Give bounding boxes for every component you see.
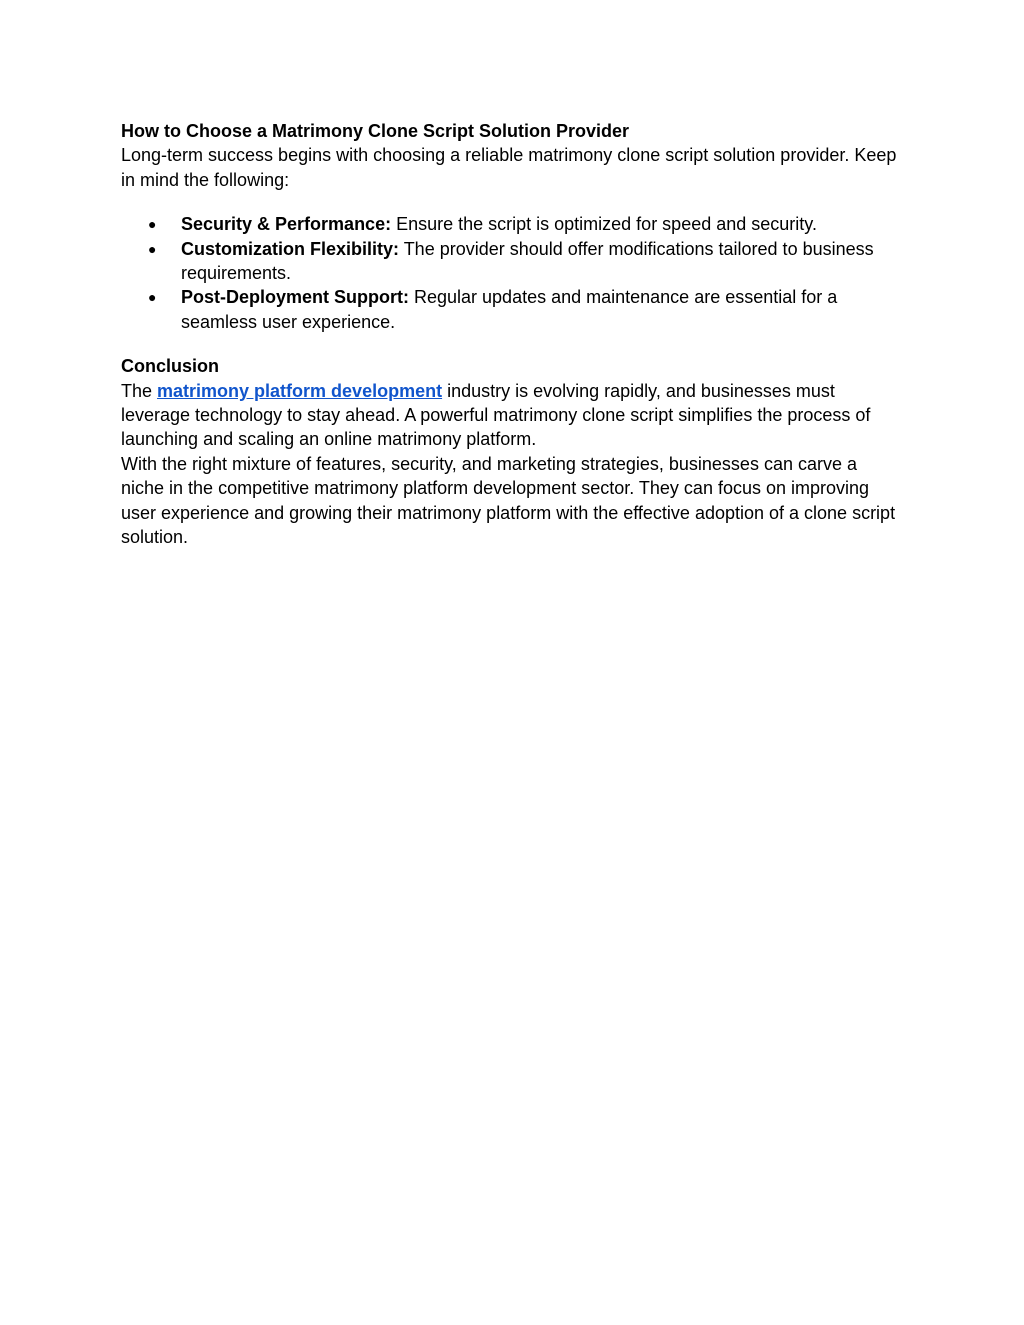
list-item <box>121 237 904 286</box>
bullet-icon: ● <box>148 240 157 257</box>
conclusion-heading: Conclusion <box>121 356 219 377</box>
bullet-icon: ● <box>148 289 157 306</box>
bullet-label: Customization Flexibility: <box>181 238 400 259</box>
list-item <box>121 212 904 236</box>
bullet-text: The provider should offer modifications tailored to business requirements. <box>181 238 874 284</box>
bullet-text: Ensure the script is optimized for speed and security. <box>391 214 817 235</box>
list-item <box>121 285 904 334</box>
bullet-icon: ● <box>148 216 157 233</box>
conclusion-text-end: industry is evolving rapidly, and businesses must leverage technology to stay ahead. A powerful matrimony clone script simplifies the process of launching and scaling an online matrimony platform. <box>121 380 871 450</box>
bullet-label: Post-Deployment Support: <box>181 287 409 308</box>
intro-paragraph: Long-term success begins with choosing a reliable matrimony clone script solution provider. Keep in mind the following: <box>121 145 897 190</box>
conclusion-paragraph <box>121 379 904 452</box>
matrimony-platform-link[interactable]: matrimony platform development <box>157 380 443 401</box>
closing-paragraph: With the right mixture of features, security, and marketing strategies, businesses can carve a niche in the competitive matrimony platform development sector. They can focus on improving user experience and growing their matrimony platform with the effective adoption of a clone script solution. <box>121 453 896 548</box>
bullet-text: Regular updates and maintenance are essential for a seamless user experience. <box>181 287 838 332</box>
conclusion-text-start: The <box>121 380 158 401</box>
section-heading: How to Choose a Matrimony Clone Script Solution Provider <box>121 121 630 141</box>
bullet-list <box>121 212 904 334</box>
bullet-label: Security & Performance: <box>181 214 392 235</box>
